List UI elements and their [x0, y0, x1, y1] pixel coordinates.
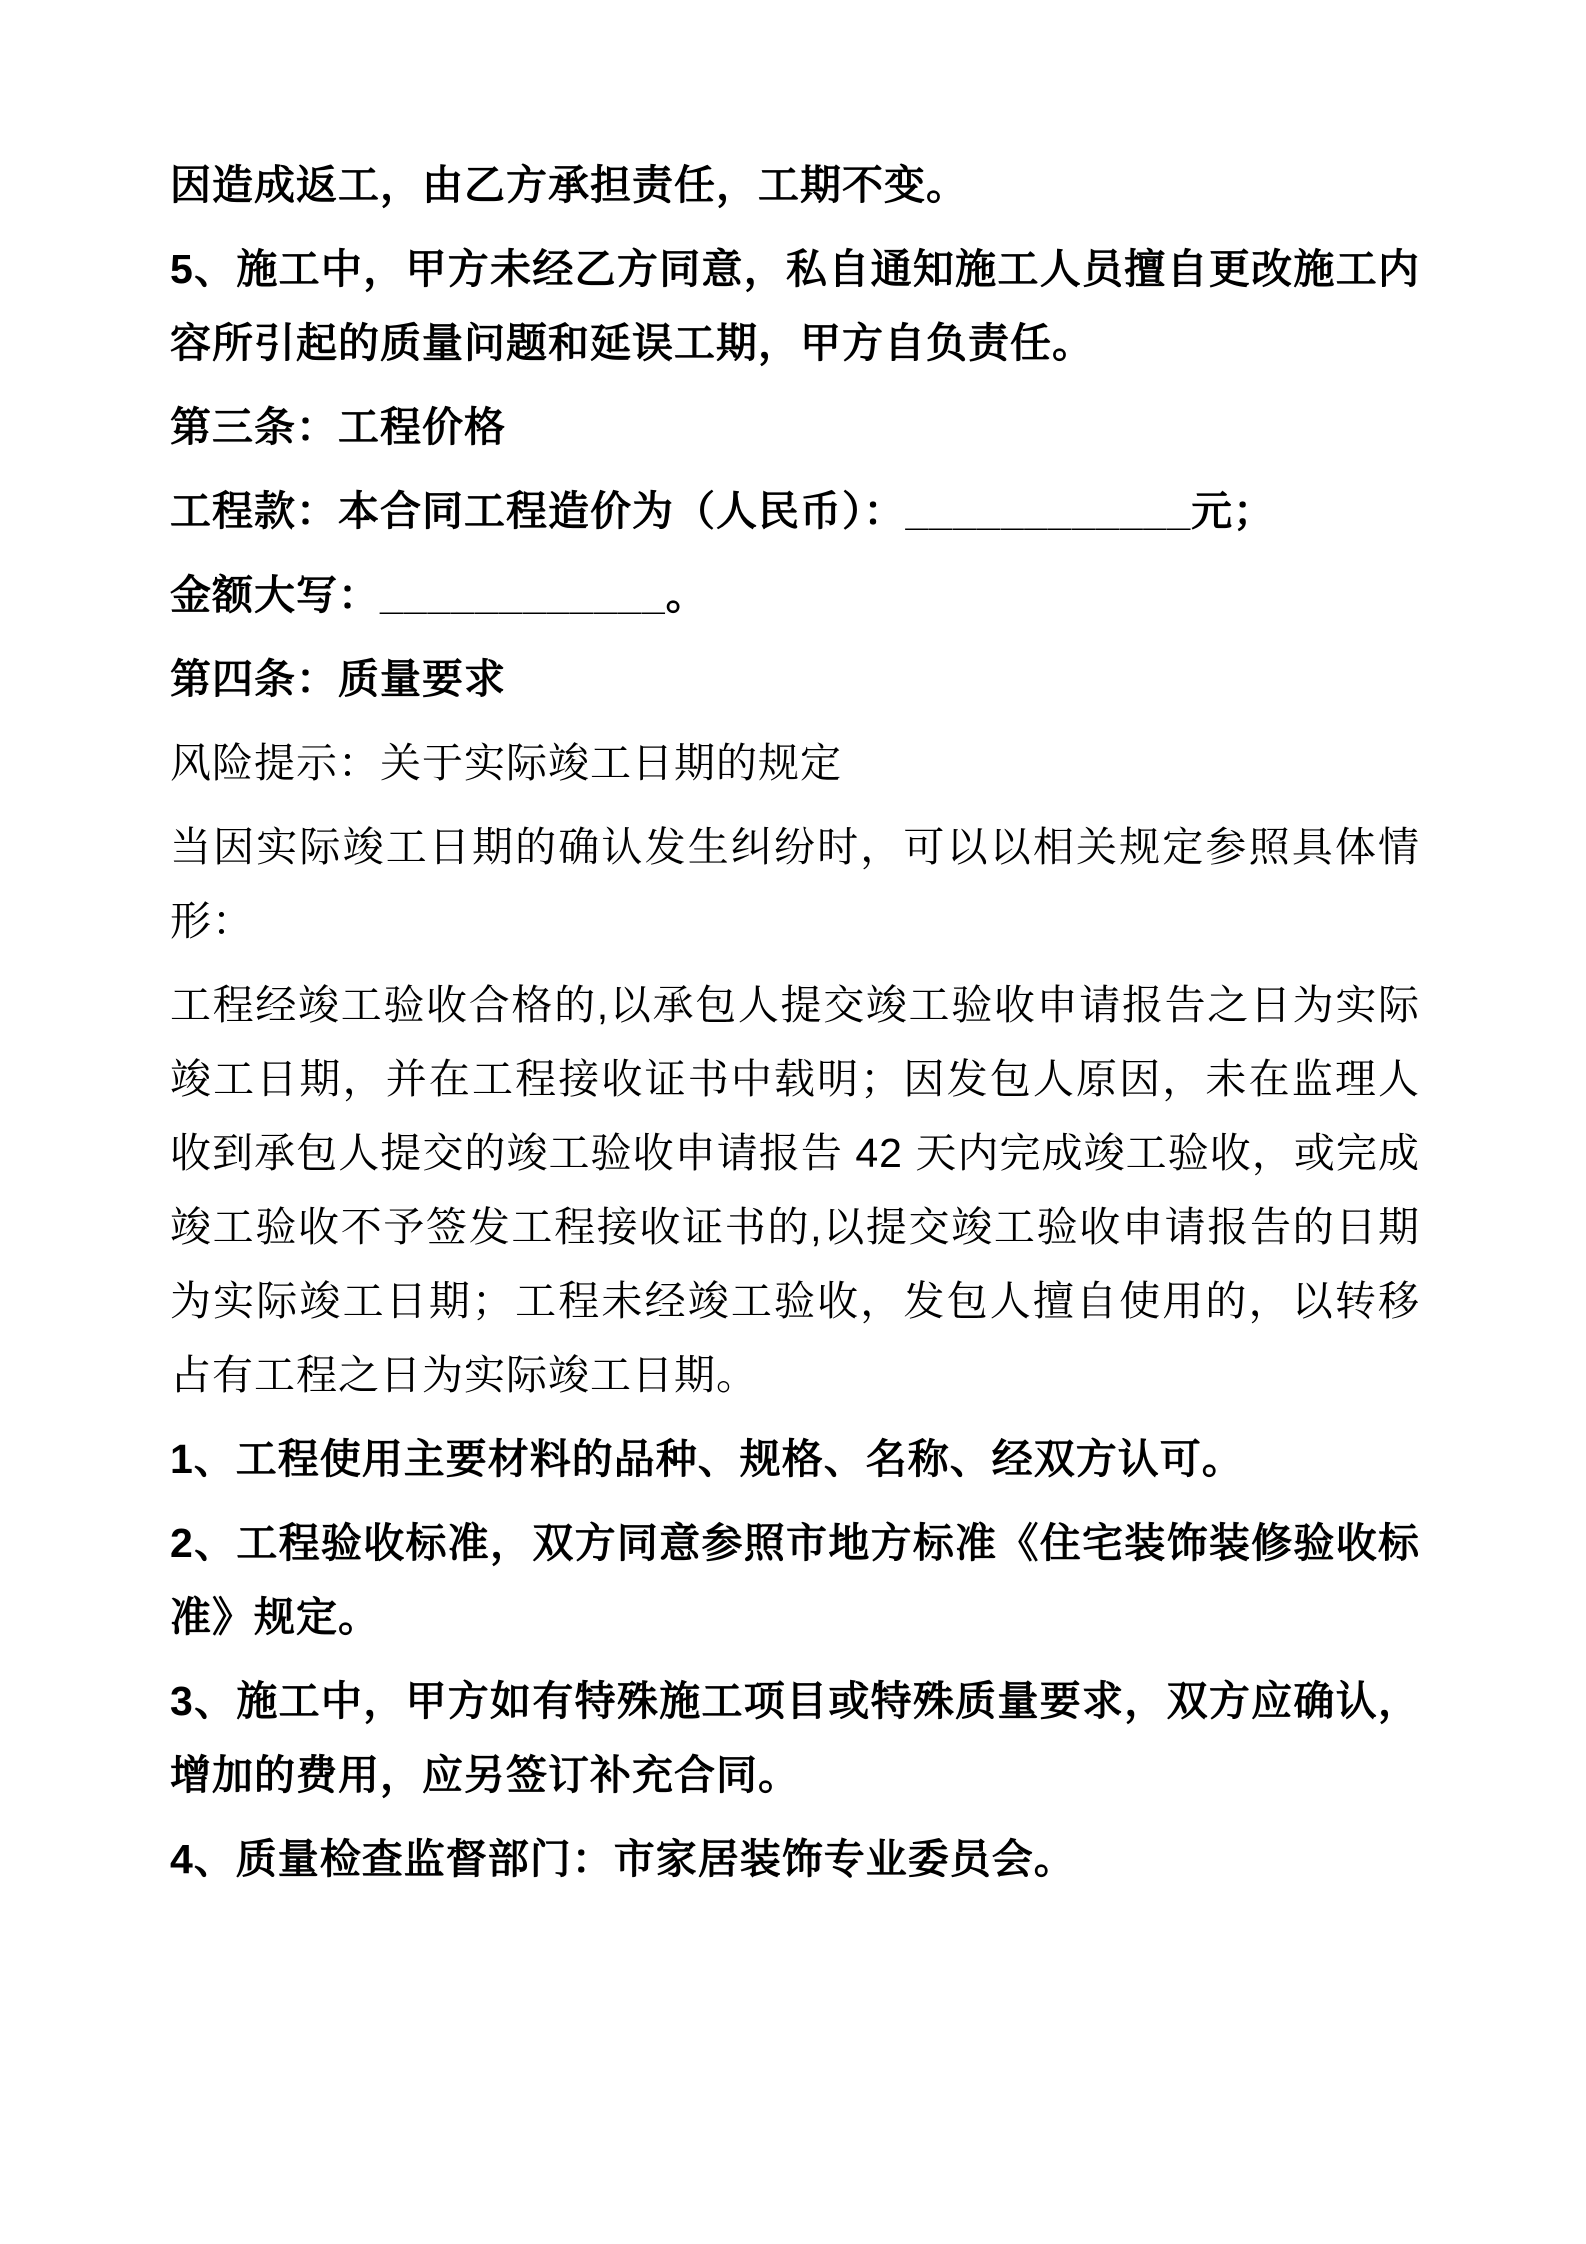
quality-item-1: 1、工程使用主要材料的品种、规格、名称、经双方认可。: [170, 1436, 1244, 1482]
quality-item-4: 4、质量检查监督部门：市家居装饰专业委员会。: [170, 1836, 1076, 1882]
risk-notice-intro: 当因实际竣工日期的确认发生纠纷时，可以以相关规定参照具体情形：: [170, 824, 1420, 944]
clause-5-unauthorized-changes: 5、施工中，甲方未经乙方同意，私自通知施工人员擅自更改施工内容所引起的质量问题和延误工期，甲方自负责任。: [170, 246, 1420, 366]
completion-date-rules: 工程经竣工验收合格的,以承包人提交竣工验收申请报告之日为实际竣工日期，并在工程接收证书中载明；因发包人原因，未在监理人收到承包人提交的竣工验收申请报告 42 天内完成竣工验收，或完成竣工验收不予签发工程接收证书的,以提交竣工验收申请报告的日期为实际竣工日期；工程未经竣工验收，发包人擅自使用的，以转移占有工程之日为实际竣工日期。: [170, 982, 1420, 1398]
project-price-line: 工程款：本合同工程造价为（人民币）：____________元；: [170, 488, 1276, 534]
clause-rework-liability: 因造成返工，由乙方承担责任，工期不变。: [170, 162, 968, 208]
amount-in-words-line: 金额大写：____________。: [170, 572, 708, 618]
document-body: [170, 148, 1420, 1906]
risk-notice-heading: 风险提示：关于实际竣工日期的规定: [170, 740, 842, 786]
article-3-heading: 第三条：工程价格: [170, 404, 506, 450]
article-4-heading: 第四条：质量要求: [170, 656, 506, 702]
quality-item-3: 3、施工中，甲方如有特殊施工项目或特殊质量要求，双方应确认，增加的费用，应另签订补充合同。: [170, 1678, 1420, 1798]
quality-item-2: 2、工程验收标准，双方同意参照市地方标准《住宅装饰装修验收标准》规定。: [170, 1520, 1420, 1640]
